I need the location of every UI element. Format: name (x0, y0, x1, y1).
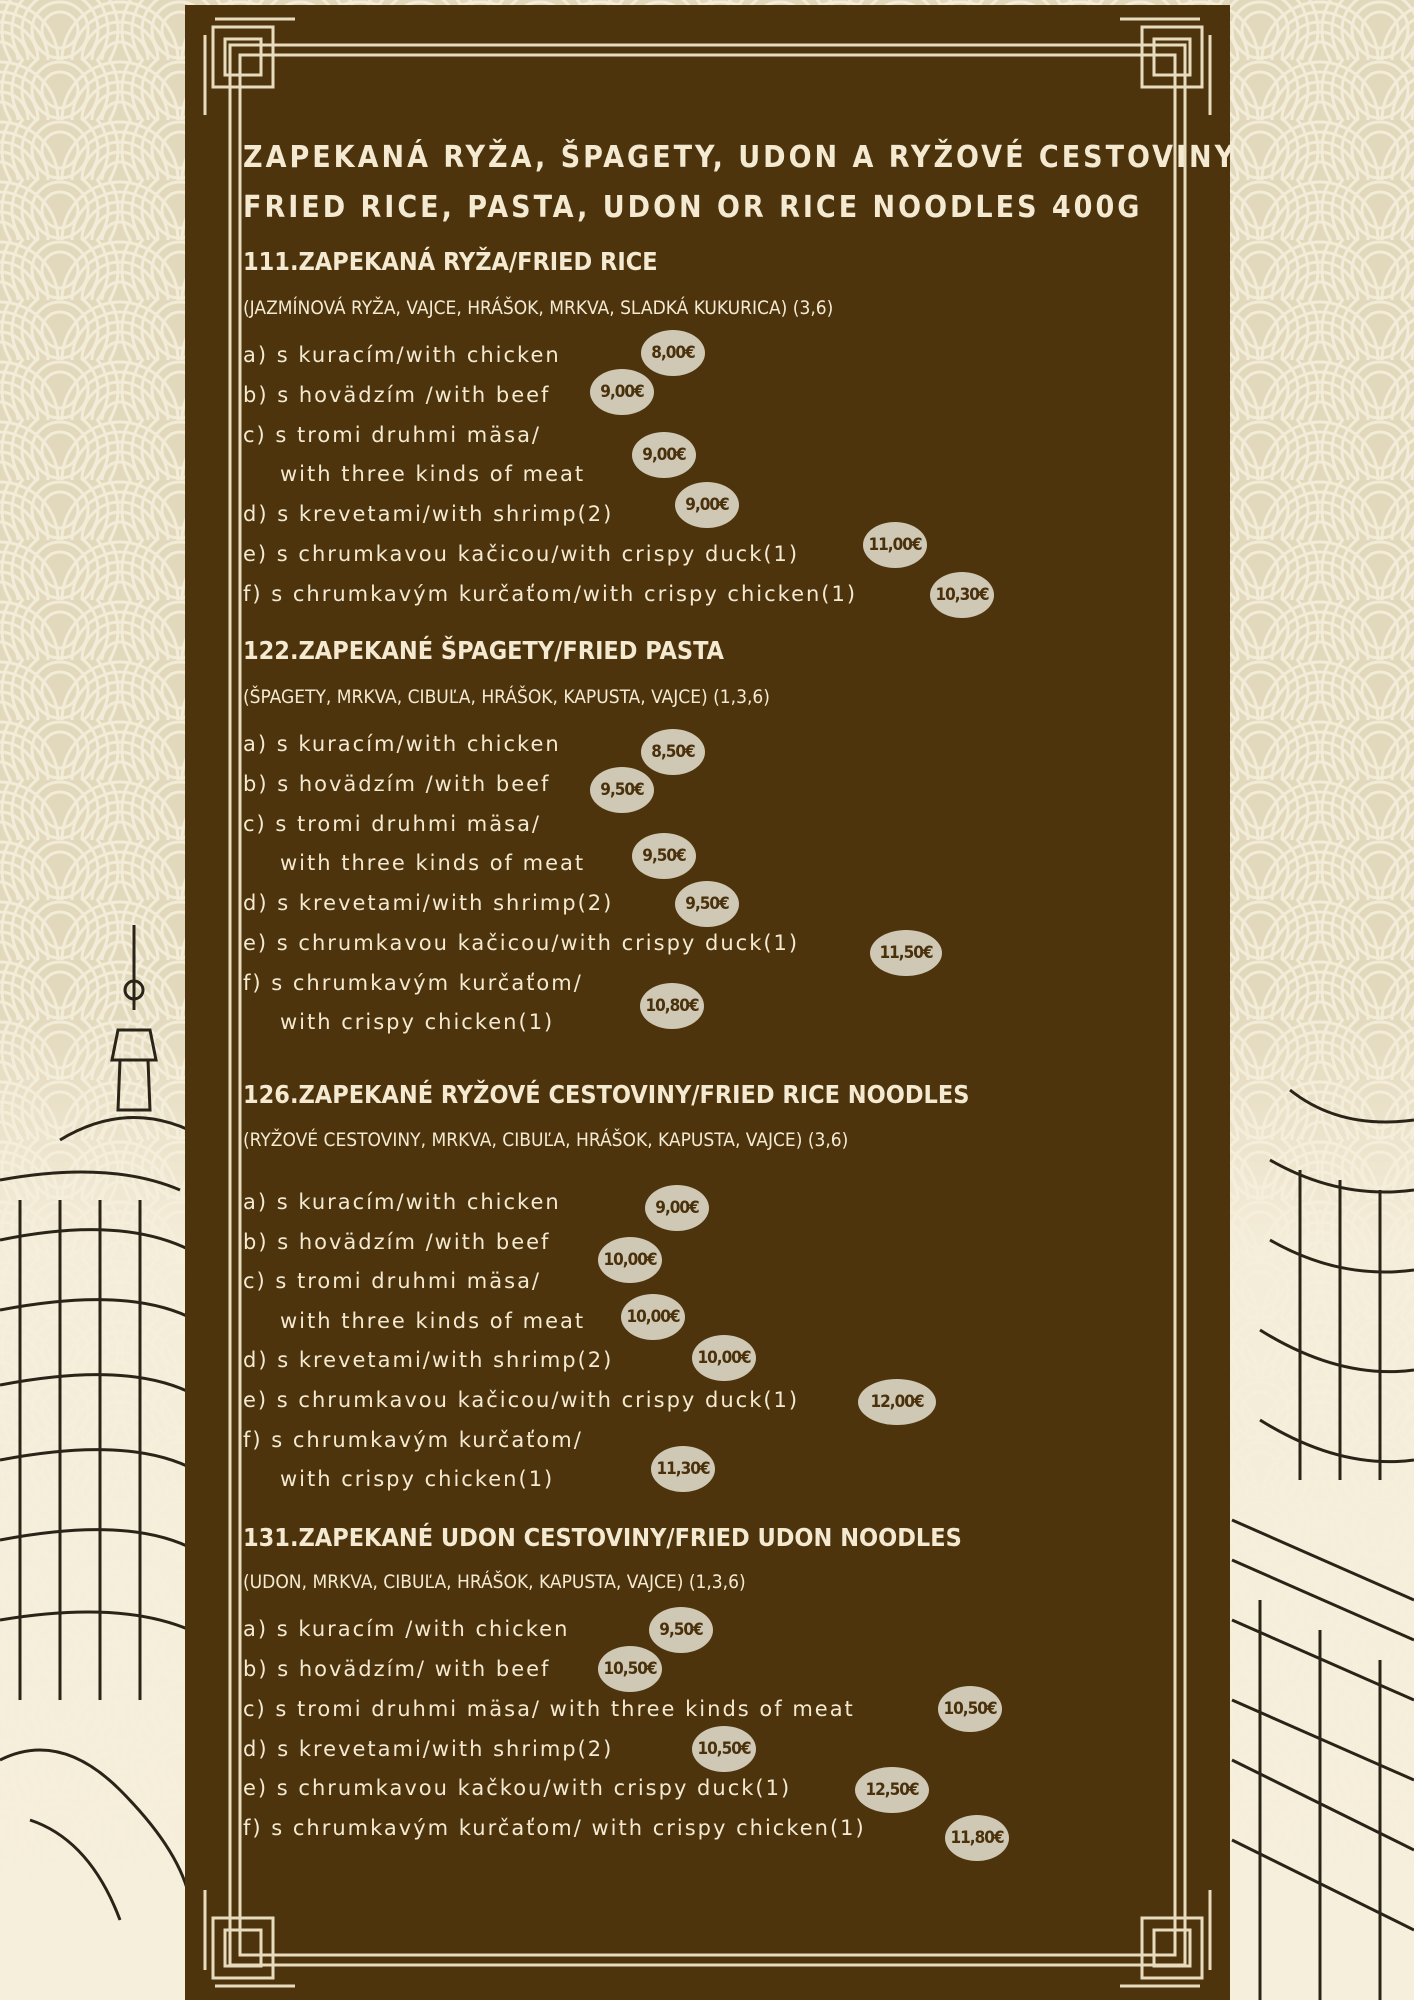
menu-item-label: b) s hovädzím /with beef (243, 772, 551, 796)
menu-item-label-continued: with three kinds of meat (280, 851, 586, 875)
menu-item-label: c) s tromi druhmi mäsa/ (243, 1269, 542, 1293)
section-ingredients: (RYŽOVÉ CESTOVINY, MRKVA, CIBUĽA, HRÁŠOK, KAPUSTA, VAJCE) (3,6) (243, 1129, 849, 1151)
price-badge: 9,00€ (645, 1185, 709, 1231)
menu-item-label-continued: with three kinds of meat (280, 1309, 586, 1333)
menu-item-label: c) s tromi druhmi mäsa/ (243, 423, 542, 447)
corner-ornament-bottom-left (205, 1890, 295, 1986)
price-badge: 9,00€ (632, 432, 696, 478)
menu-item-label: b) s hovädzím /with beef (243, 383, 551, 407)
price-badge: 12,00€ (858, 1379, 936, 1425)
menu-item-label: e) s chrumkavou kačicou/with crispy duck(1) (243, 542, 800, 566)
menu-item-label: b) s hovädzím/ with beef (243, 1657, 551, 1681)
price-badge: 11,50€ (870, 930, 942, 976)
section-title: 126.ZAPEKANÉ RYŽOVÉ CESTOVINY/FRIED RICE NOODLES (243, 1080, 970, 1109)
menu-item-label: e) s chrumkavou kačicou/with crispy duck(1) (243, 1388, 800, 1412)
price-badge: 11,80€ (945, 1815, 1009, 1861)
price-badge: 9,50€ (675, 881, 739, 927)
price-badge: 8,50€ (641, 729, 705, 775)
section-ingredients: (JAZMÍNOVÁ RYŽA, VAJCE, HRÁŠOK, MRKVA, SLADKÁ KUKURICA) (3,6) (243, 297, 834, 319)
menu-item-label: f) s chrumkavým kurčaťom/ (243, 971, 583, 995)
corner-ornament-bottom-right (1120, 1890, 1210, 1986)
corner-ornament-top-right (1120, 19, 1210, 115)
price-badge: 9,00€ (590, 369, 654, 415)
menu-item-label: f) s chrumkavým kurčaťom/ with crispy chicken(1) (243, 1816, 866, 1840)
price-badge: 11,00€ (863, 522, 927, 568)
menu-item-label-continued: with crispy chicken(1) (280, 1467, 555, 1491)
section-title: 122.ZAPEKANÉ ŠPAGETY/FRIED PASTA (243, 636, 724, 665)
price-badge: 10,30€ (930, 572, 994, 618)
price-badge: 12,50€ (855, 1767, 929, 1813)
menu-item-label: d) s krevetami/with shrimp(2) (243, 891, 614, 915)
price-badge: 9,50€ (590, 767, 654, 813)
price-badge: 9,00€ (675, 482, 739, 528)
menu-item-label: a) s kuracím /with chicken (243, 1617, 570, 1641)
menu-item-label: f) s chrumkavým kurčaťom/with crispy chicken(1) (243, 582, 858, 606)
price-badge: 10,80€ (640, 983, 704, 1029)
menu-item-label-continued: with crispy chicken(1) (280, 1010, 555, 1034)
price-badge: 10,50€ (938, 1686, 1002, 1732)
menu-item-label: b) s hovädzím /with beef (243, 1230, 551, 1254)
section-title: 131.ZAPEKANÉ UDON CESTOVINY/FRIED UDON NOODLES (243, 1523, 962, 1552)
menu-heading-en: FRIED RICE, PASTA, UDON OR RICE NOODLES 400G (243, 190, 1143, 225)
price-badge: 10,50€ (598, 1646, 662, 1692)
price-badge: 10,00€ (598, 1237, 662, 1283)
menu-item-label: f) s chrumkavým kurčaťom/ (243, 1428, 583, 1452)
menu-item-label: d) s krevetami/with shrimp(2) (243, 502, 614, 526)
menu-item-label: c) s tromi druhmi mäsa/ with three kinds of meat (243, 1697, 855, 1721)
menu-item-label: a) s kuracím/with chicken (243, 732, 561, 756)
menu-item-label: a) s kuracím/with chicken (243, 343, 561, 367)
menu-item-label: a) s kuracím/with chicken (243, 1190, 561, 1214)
menu-item-label: d) s krevetami/with shrimp(2) (243, 1348, 614, 1372)
section-ingredients: (UDON, MRKVA, CIBUĽA, HRÁŠOK, KAPUSTA, VAJCE) (1,3,6) (243, 1571, 746, 1593)
menu-item-label: e) s chrumkavou kačkou/with crispy duck(1) (243, 1776, 792, 1800)
price-badge: 9,50€ (632, 833, 696, 879)
section-title: 111.ZAPEKANÁ RYŽA/FRIED RICE (243, 247, 658, 276)
price-badge: 9,50€ (649, 1607, 713, 1653)
menu-heading-sk: ZAPEKANÁ RYŽA, ŠPAGETY, UDON A RYŽOVÉ CESTOVINY (243, 140, 1238, 175)
price-badge: 10,50€ (692, 1726, 756, 1772)
menu-panel (185, 5, 1238, 2000)
price-badge: 10,00€ (621, 1294, 685, 1340)
menu-item-label: e) s chrumkavou kačicou/with crispy duck(1) (243, 931, 800, 955)
menu-item-label: c) s tromi druhmi mäsa/ (243, 812, 542, 836)
price-badge: 8,00€ (641, 330, 705, 376)
menu-item-label-continued: with three kinds of meat (280, 462, 586, 486)
price-badge: 11,30€ (651, 1446, 715, 1492)
menu-item-label: d) s krevetami/with shrimp(2) (243, 1737, 614, 1761)
corner-ornament-top-left (205, 19, 295, 115)
section-ingredients: (ŠPAGETY, MRKVA, CIBUĽA, HRÁŠOK, KAPUSTA, VAJCE) (1,3,6) (243, 686, 770, 708)
price-badge: 10,00€ (692, 1335, 756, 1381)
